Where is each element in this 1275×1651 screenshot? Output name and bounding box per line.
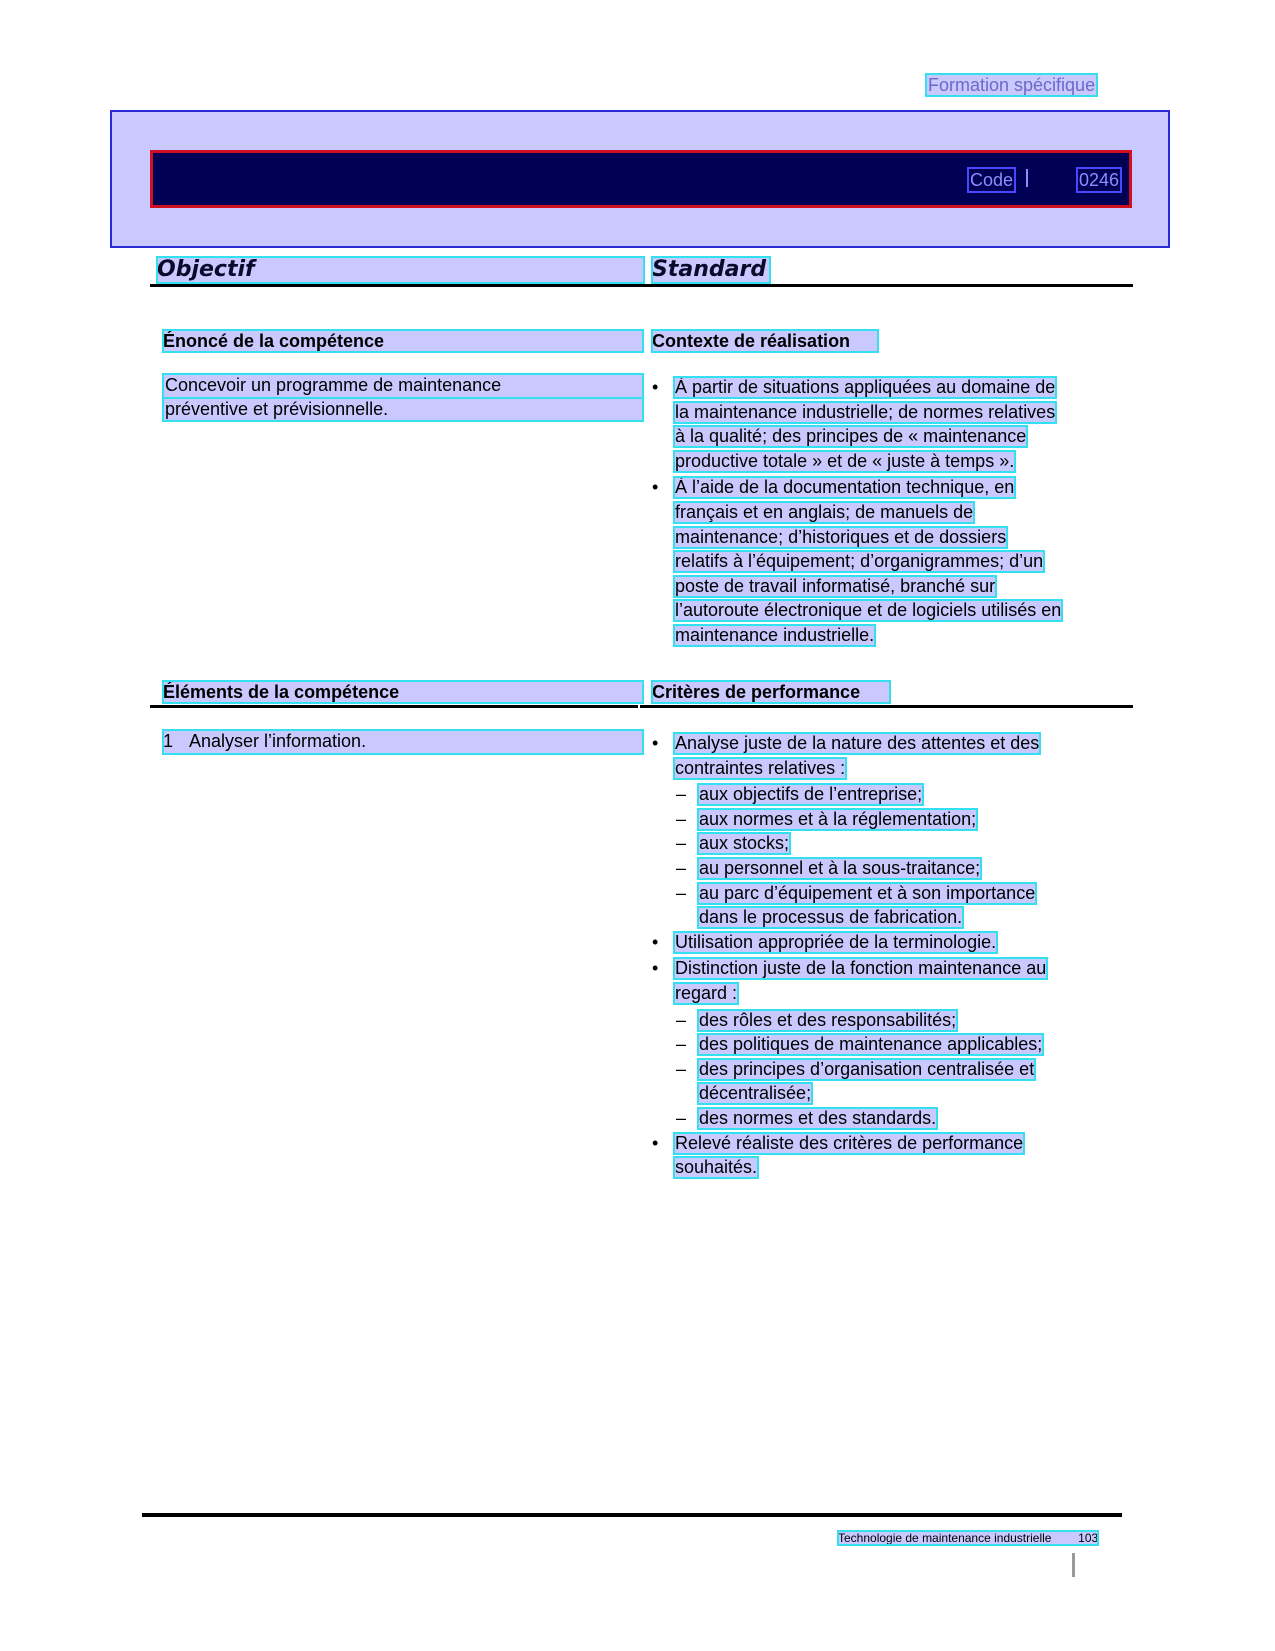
context-line: productive totale » et de « juste à temps ». (675, 450, 1015, 471)
dash-mark: – (676, 1034, 687, 1055)
criteria-subitem (652, 1058, 1122, 1107)
criteria-item (652, 931, 1122, 956)
subitem-line: des rôles et des responsabilités; (699, 1009, 957, 1030)
bullet-mark: • (652, 377, 659, 397)
criteria-subitem (652, 832, 1122, 857)
criteria-line: regard : (675, 982, 738, 1003)
criteria-line: Distinction juste de la fonction maintenance au (675, 958, 1047, 979)
criteria-item (652, 732, 1122, 781)
criteria-line: Analyse juste de la nature des attentes et des (675, 733, 1040, 753)
dash-mark: – (676, 784, 687, 805)
subitem-line: aux stocks; (699, 833, 790, 854)
subitem-line: des principes d’organisation centralisée et (699, 1058, 1035, 1079)
dash-mark: – (676, 1107, 687, 1128)
column-heading-objectif: Objectif (157, 257, 644, 283)
criteria-item (652, 1132, 1122, 1181)
elements-heading: Éléments de la compétence (163, 681, 643, 703)
subitem-line: aux objectifs de l’entreprise; (699, 784, 923, 805)
criteria-line: contraintes relatives : (675, 757, 846, 778)
dash-mark: – (676, 882, 687, 903)
statement-heading: Énoncé de la compétence (163, 330, 643, 352)
competence-statement (163, 374, 643, 421)
criteria-list (652, 732, 1122, 1183)
statement-line: Concevoir un programme de maintenance (163, 374, 643, 398)
context-line: à la qualité; des principes de « maintenance (675, 426, 1027, 447)
criteria-line: souhaités. (675, 1157, 758, 1178)
dash-mark: – (676, 1058, 687, 1079)
bullet-mark: • (652, 931, 659, 952)
criteria-heading: Critères de performance (652, 681, 890, 703)
context-item (652, 476, 1122, 648)
text-cursor (1072, 1553, 1075, 1577)
code-value: 0246 (1079, 170, 1120, 190)
context-line: l’autoroute électronique et de logiciels utilisés en (675, 600, 1062, 621)
context-heading: Contexte de réalisation (652, 330, 878, 352)
context-line: poste de travail informatisé, branché sur (675, 575, 996, 596)
dash-mark: – (676, 808, 687, 829)
criteria-subitem (652, 882, 1122, 931)
dash-mark: – (676, 833, 687, 854)
criteria-item (652, 957, 1122, 1006)
context-item (652, 376, 1122, 474)
subitem-line: des politiques de maintenance applicables; (699, 1034, 1043, 1055)
elements-rule-right (640, 705, 1133, 708)
code-separator (1026, 169, 1034, 187)
element-text: Analyser l’information. (189, 731, 367, 751)
bullet-mark: • (652, 733, 659, 753)
subitem-line: au personnel et à la sous-traitance; (699, 857, 981, 878)
context-line: maintenance; d’historiques et de dossiers (675, 526, 1007, 547)
elements-rule-left (150, 705, 638, 708)
footer-title: Technologie de maintenance industrielle (838, 1531, 1052, 1545)
code-label: Code (970, 170, 1014, 190)
column-heading-standard: Standard (652, 257, 770, 283)
criteria-line: Utilisation appropriée de la terminologie. (675, 931, 997, 952)
subitem-line: dans le processus de fabrication. (699, 907, 963, 928)
page-number: 103 (1078, 1531, 1099, 1545)
element-item (163, 730, 643, 754)
context-line: relatifs à l’équipement; d’organigrammes; d’un (675, 551, 1044, 572)
criteria-subitem (652, 1033, 1122, 1058)
heading-rule (150, 284, 1133, 287)
dash-mark: – (676, 1009, 687, 1030)
context-list (652, 376, 1122, 651)
criteria-subitem (652, 1009, 1122, 1034)
subitem-line: des normes et des standards. (699, 1107, 937, 1128)
bullet-mark: • (652, 477, 659, 498)
context-line: maintenance industrielle. (675, 624, 875, 645)
bullet-mark: • (652, 958, 659, 979)
criteria-subitem (652, 857, 1122, 882)
footer-rule (142, 1513, 1122, 1517)
criteria-subitem (652, 783, 1122, 808)
criteria-subitem (652, 808, 1122, 833)
dash-mark: – (676, 857, 687, 878)
statement-line: préventive et prévisionnelle. (163, 398, 643, 422)
criteria-line: Relevé réaliste des critères de performance (675, 1132, 1024, 1153)
context-line: À l’aide de la documentation technique, en (675, 477, 1015, 498)
criteria-subitem (652, 1107, 1122, 1132)
subitem-line: aux normes et à la réglementation; (699, 808, 977, 829)
context-line: la maintenance industrielle; de normes relatives (675, 401, 1056, 422)
element-number: 1 (163, 731, 174, 751)
footer (838, 1531, 1098, 1545)
subitem-line: au parc d’équipement et à son importance (699, 882, 1036, 903)
context-line: À partir de situations appliquées au domaine de (675, 377, 1056, 397)
bullet-mark: • (652, 1132, 659, 1153)
context-line: français et en anglais; de manuels de (675, 501, 974, 522)
subitem-line: décentralisée; (699, 1083, 812, 1104)
section-label: Formation spécifique (928, 75, 1096, 95)
